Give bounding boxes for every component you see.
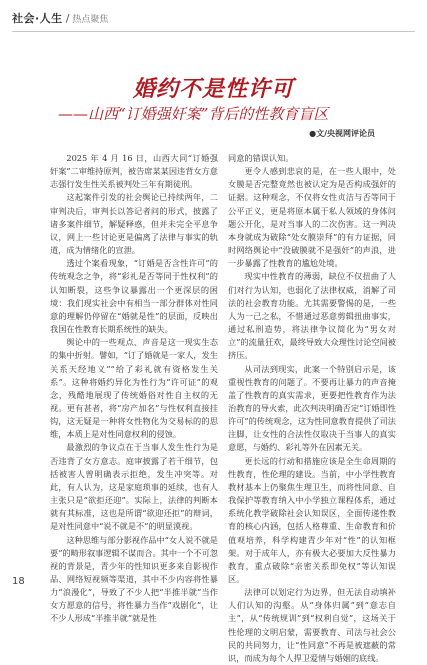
section-label: 社会·人生 bbox=[12, 12, 63, 25]
paragraph: 舆论中的一些观点、声音是这一现实生态的集中折射。譬如，“订了婚就是一家人，发生关系天经地义”“给了彩礼就有资格发生关系”。这种将婚约异化为性行为“许可证”的观念，残酷地展现了传统婚俗对性自主权的无视。更有甚者，将“房产加名”与性权利直接挂钩，这无疑是一种将女性物化为交易标的的思维，本质上是对性同意权利的侵蚀。 bbox=[50, 337, 218, 440]
section-header bbox=[12, 8, 108, 28]
paragraph: 现实中性教育的薄弱，缺位不仅扭曲了人们对行为认知，也弱化了法律权威，消解了司法的社会教育功能。尤其需要警惕的是，一些人为一己之私，不惜通过恶意剪辑扭曲事实，通过私刑造势，将法律争议简化为“男女对立”的流量狂欢，最终导致大众理性讨论空间被挤压。 bbox=[228, 271, 396, 361]
paragraph: 2025 年 4 月 16 日，山西大同“订婚强奸案”二审维持原判，被告席某某因违背女方意志强行发生性关系被判处三年有期徒刑。 bbox=[50, 153, 218, 190]
paragraph: 透过个案看现象，“订婚是否含性许可”的传统观念之争，将“彩礼是否等同于性权利”的认知断裂，这些争议暴露出一个更深层的困境：我们现实社会中有相当一部分群体对性同意的理解仍停留在“婚就是性”的层面，反映出我国在性教育长期系统性的缺失。 bbox=[50, 258, 218, 335]
paragraph: 这种思维与部分影视作品中“女人说不就是要”的畸形叙事逻辑不谋而合。其中一个不可忽视的背景是，青少年的性知识更多来自影视作品、网络短视频等渠道，其中不少内容将性暴力“浪漫化”，导致了不少人把“半推半就”当作女方愿意的信号，将性暴力当作“戏剧化”，让不少人形成“半推半就”就是性 bbox=[50, 534, 218, 624]
article-byline: ●文/央视网评论员 bbox=[309, 129, 375, 138]
paragraph: 这起案件引发的社会舆论已持续两年，二审判决后，审判长以答记者问的形式，披露了诸多案件细节，解疑释惑，但并未完全平息争议，网上一些讨论更是偏离了法律与事实的轨道，成为情绪化的宣泄。 bbox=[50, 192, 218, 256]
paragraph: 同意的错误认知。 bbox=[228, 153, 294, 163]
page-number: 18 bbox=[12, 576, 25, 587]
paragraph: 更令人感到悲哀的是，在一些人眼中，处女膜是否完整竟然也被认定为是否构成强奸的证据。这种观念，不仅将女性贞洁与否等同于公平正义，更是将原本属于私人领域的身体问题公开化，是对当事人的二次伤害。这一判决本身就成为破除“处女膜崇拜”的有力证据，同时网络舆论中“没破膜就不是强奸”的声浪，进一步暴露了性教育的尴尬处境。 bbox=[228, 166, 396, 269]
paragraph: 最激烈的争议点在于当事人发生性行为是否违背了女方意志。庭审披露了若干细节，包括被害人曾明确表示拒绝，发生冲突等。对此，有人认为，这是家庭琐事的延续，也有人主张只是“欲拒还迎”。实际上，法律的判断本就有其标准，这也是所谓“欲迎还拒”的辩词，是对性同意中“说不就是不”的明显漠视。 bbox=[50, 442, 218, 532]
article-column-left bbox=[50, 152, 218, 624]
paragraph: 法律可以划定行为边界，但无法自动填补人们认知的沟壑。从“身体归属”到“意志自主”，从“传统规训”到“权利自觉”，这场关于性伦理的文明启蒙，需要教育、司法与社会公民的共同努力，让“性同意”不再是被遮蔽的常识，而成为每个人捍卫爱情与婚姻的底线。 bbox=[228, 587, 396, 663]
article-subtitle: ——山西“订婚强奸案”背后的性教育盲区 bbox=[58, 105, 329, 123]
header-divider bbox=[12, 31, 415, 32]
subsection-label: 热点聚焦 bbox=[72, 14, 109, 25]
paragraph: 从司法到现实，此案一个特别启示是，该重视性教育的问题了。不要再让暴力的声音掩盖了性教育的真实需求，更要把性教育作为法治教育的导火索，此次判决明确否定“订婚即性许可”的传统观念，这为性同意教育提供了司法注脚，让女性的合法性仅取决于当事人的真实意愿，与婚约、彩礼等外在因素无关。 bbox=[228, 363, 396, 453]
paragraph: 更长远的行动和措施应该是全生命周期的性教育，性伦理的建设。当前，中小学性教育教材基本上仍聚焦生理卫生，而将性同意、自我保护等教育纳入中小学独立课程体系，通过系统化教学破除社会认知误区，全面传递性教育的核心内涵，包括人格尊重、生命教育和价值观培养，科学构建青少年对“性”的认知框架。对于成年人，亦有极大必要加大反性暴力教育，重点破除“亲密关系即免权”等认知误区。 bbox=[228, 455, 396, 584]
article-title: 婚约不是性许可 bbox=[132, 76, 294, 102]
section-separator: / bbox=[65, 11, 70, 25]
article-column-right bbox=[228, 152, 396, 663]
